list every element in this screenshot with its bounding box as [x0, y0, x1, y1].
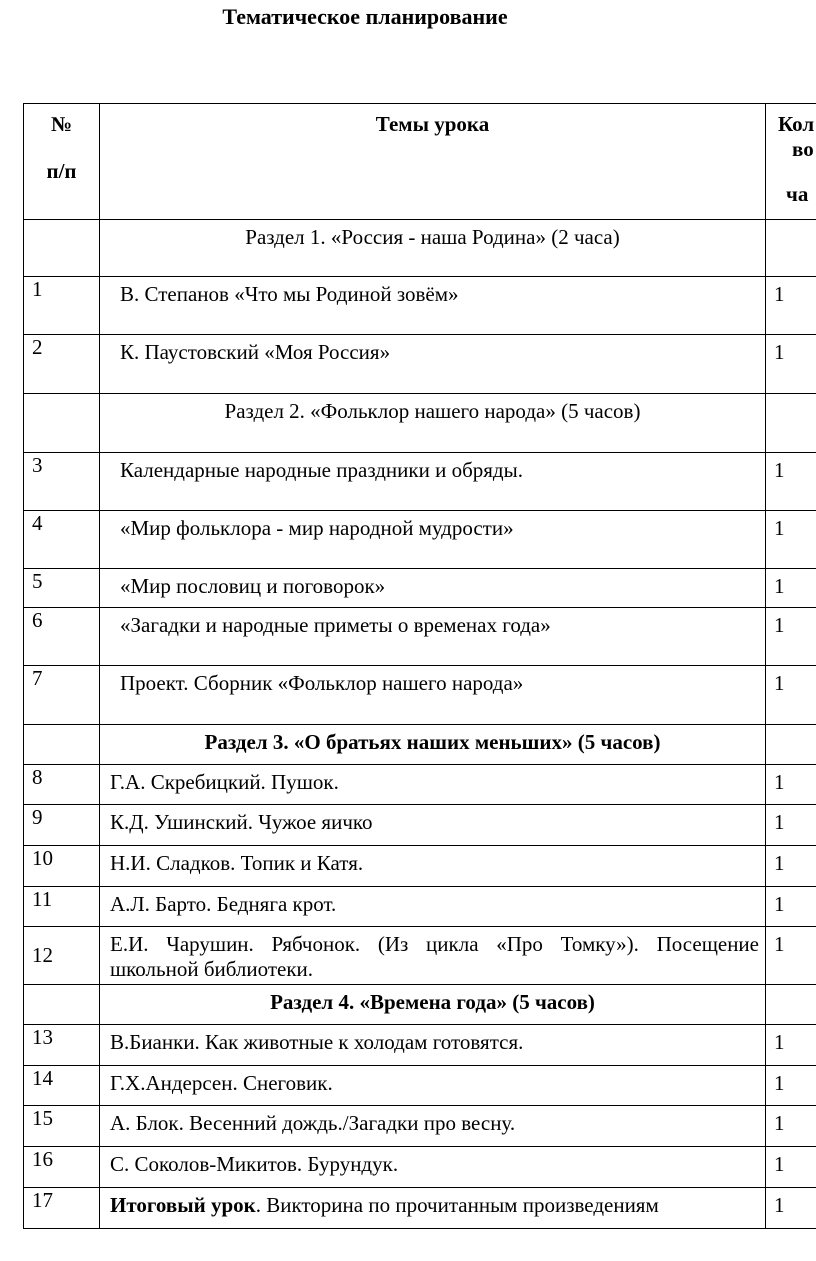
section-row — [24, 394, 816, 453]
table-row — [24, 1147, 816, 1188]
row-number: 11 — [24, 887, 100, 927]
row-topic-rest: . Викторина по прочитанным произведениям — [255, 1193, 659, 1217]
row-number: 3 — [24, 453, 100, 511]
row-hours: 1 — [766, 277, 816, 335]
row-hours: 1 — [766, 666, 816, 725]
row-topic: «Мир фольклора - мир народной мудрости» — [100, 511, 766, 569]
row-number: 14 — [24, 1066, 100, 1106]
row-topic: А.Л. Барто. Бедняга крот. — [100, 887, 766, 927]
row-hours: 1 — [766, 927, 816, 985]
section-title: Раздел 1. «Россия - наша Родина» (2 часа) — [100, 220, 766, 277]
row-number: 13 — [24, 1025, 100, 1066]
row-hours: 1 — [766, 608, 816, 666]
section-row — [24, 985, 816, 1025]
table-row — [24, 666, 816, 725]
row-hours: 1 — [766, 846, 816, 887]
row-topic: Г.А. Скребицкий. Пушок. — [100, 765, 766, 805]
row-number: 16 — [24, 1147, 100, 1188]
table-header-row — [24, 104, 816, 220]
table-row — [24, 805, 816, 846]
row-number: 4 — [24, 511, 100, 569]
table-row — [24, 608, 816, 666]
section-title: Раздел 4. «Времена года» (5 часов) — [100, 985, 766, 1025]
table-row — [24, 335, 816, 394]
row-topic: В.Бианки. Как животные к холодам готовятся. — [100, 1025, 766, 1066]
row-number: 6 — [24, 608, 100, 666]
table-row — [24, 277, 816, 335]
row-hours: 1 — [766, 1147, 816, 1188]
row-number: 1 — [24, 277, 100, 335]
table-row — [24, 511, 816, 569]
row-topic: А. Блок. Весенний дождь./Загадки про весну. — [100, 1106, 766, 1147]
table-row — [24, 569, 816, 608]
header-hours: Кол во ча — [766, 104, 816, 220]
table-row — [24, 927, 816, 985]
row-hours: 1 — [766, 765, 816, 805]
row-topic: К.Д. Ушинский. Чужое яичко — [100, 805, 766, 846]
row-number: 9 — [24, 805, 100, 846]
table-row — [24, 1025, 816, 1066]
row-topic: «Мир пословиц и поговорок» — [100, 569, 766, 608]
row-hours: 1 — [766, 1025, 816, 1066]
row-hours: 1 — [766, 1188, 816, 1229]
row-number: 5 — [24, 569, 100, 608]
row-hours: 1 — [766, 1106, 816, 1147]
row-topic: В. Степанов «Что мы Родиной зовём» — [100, 277, 766, 335]
row-topic: К. Паустовский «Моя Россия» — [100, 335, 766, 394]
row-hours: 1 — [766, 887, 816, 927]
row-topic-bold: Итоговый урок — [110, 1193, 256, 1217]
row-topic: Е.И. Чарушин. Рябчонок. (Из цикла «Про Томку»). Посещение школьной библиотеки. — [100, 927, 766, 985]
header-number: № п/п — [24, 104, 100, 220]
row-topic: Н.И. Сладков. Топик и Катя. — [100, 846, 766, 887]
table-row — [24, 1066, 816, 1106]
row-hours: 1 — [766, 1066, 816, 1106]
row-hours: 1 — [766, 511, 816, 569]
row-topic: Г.Х.Андерсен. Снеговик. — [100, 1066, 766, 1106]
table-row — [24, 1188, 816, 1229]
table-row — [24, 765, 816, 805]
row-hours: 1 — [766, 569, 816, 608]
row-topic: «Загадки и народные приметы о временах года» — [100, 608, 766, 666]
row-topic: С. Соколов-Микитов. Бурундук. — [100, 1147, 766, 1188]
row-topic: Проект. Сборник «Фольклор нашего народа» — [100, 666, 766, 725]
row-topic: Календарные народные праздники и обряды. — [100, 453, 766, 511]
section-row — [24, 220, 816, 277]
row-number: 7 — [24, 666, 100, 725]
table-row — [24, 1106, 816, 1147]
row-hours: 1 — [766, 805, 816, 846]
section-row — [24, 725, 816, 765]
thematic-plan-table — [23, 103, 816, 1229]
row-number: 17 — [24, 1188, 100, 1229]
header-topic: Темы урока — [100, 104, 766, 220]
table-row — [24, 887, 816, 927]
table-row — [24, 846, 816, 887]
row-number: 2 — [24, 335, 100, 394]
row-number: 12 — [24, 927, 100, 985]
table-row — [24, 453, 816, 511]
row-number: 15 — [24, 1106, 100, 1147]
section-title: Раздел 3. «О братьях наших меньших» (5 часов) — [100, 725, 766, 765]
section-title: Раздел 2. «Фольклор нашего народа» (5 часов) — [100, 394, 766, 453]
page-title: Тематическое планирование — [222, 4, 508, 29]
row-hours: 1 — [766, 453, 816, 511]
row-hours: 1 — [766, 335, 816, 394]
row-number: 10 — [24, 846, 100, 887]
row-number: 8 — [24, 765, 100, 805]
row-topic — [100, 1188, 766, 1229]
